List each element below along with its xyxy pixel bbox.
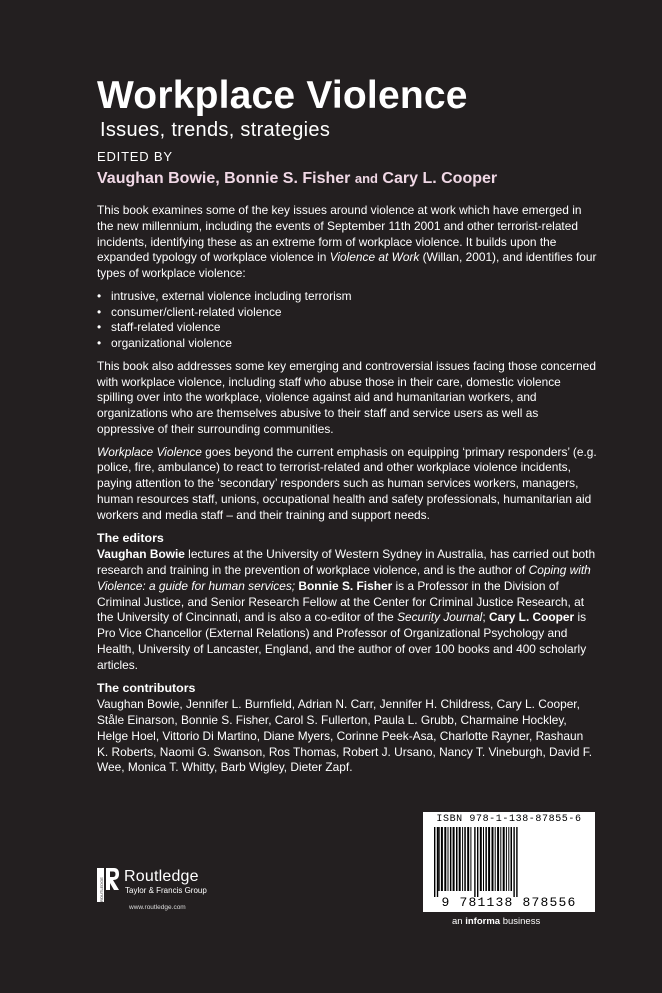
- editors-names: [97, 168, 497, 190]
- bio-text: lectures at the University of Western Sydney in Australia, has carried out both research and training in the prevention of workplace violence, and is the author of: [97, 547, 596, 577]
- intro-paragraph: [97, 203, 597, 282]
- isbn-barcode: [423, 812, 595, 912]
- editor-name: Bonnie S. Fisher: [224, 170, 351, 187]
- book-subtitle: Issues, trends, strategies: [100, 119, 331, 141]
- intro-text-end: (Willan, 2001), and identifies four types of workplace violence:: [97, 250, 597, 280]
- violence-types-list: [97, 289, 597, 352]
- bio-text: is a Professor in the Division of Criminal Justice, and Senior Research Fellow at the Center for Criminal Justice Research, at the University of Cincinnati, and is also a co-editor of the: [97, 578, 585, 625]
- editor-name: Cary L. Cooper: [382, 170, 498, 187]
- third-paragraph-text: goes beyond the current emphasis on equipping ‘primary responders’ (e.g. police, fire, ambulance) to react to terrorist-related and other workplace violence incidents, paying attention to the ‘secondary’ responders such as human services workers, managers, human resources staff, unions, occupational health and safety professionals, humanitarian aid workers and media staff – and their training and support needs.: [97, 444, 597, 522]
- list-item: • staff-related violence: [97, 320, 597, 336]
- intro-book-title: Violence at Work: [329, 250, 420, 265]
- bio-text: is Pro Vice Chancellor (External Relations) and Professor of Organizational Psychology and Health, University of Lancaster, England, and the author of over 100 books and 400 scholarly articles.: [97, 610, 587, 672]
- bio-text: ;: [482, 610, 489, 625]
- third-paragraph: [97, 445, 597, 524]
- informa-pre: an: [452, 916, 466, 927]
- editors-heading: The editors: [97, 531, 164, 546]
- publisher-name: Routledge: [124, 868, 199, 885]
- barcode-digits: 9 781138 878556: [441, 895, 577, 910]
- informa-brand: informa: [465, 916, 501, 927]
- bio-book: Coping with Violence: a guide for human services;: [97, 563, 591, 593]
- publisher-vertical-text: ROUTLEDGE: [99, 877, 104, 902]
- isbn-text: ISBN 978-1-138-87855-6: [436, 814, 582, 825]
- third-paragraph-title: Workplace Violence: [97, 444, 202, 459]
- list-item: • consumer/client-related violence: [97, 305, 597, 321]
- intro-text: This book examines some of the key issues around violence at work which have emerged in the new millennium, including the events of September 11th 2001 and other terrorist-related incidents, identifying these as an extreme form of workplace violence. It builds upon the expanded typology of workplace violence in: [97, 203, 582, 265]
- editors-bio: [97, 547, 597, 673]
- informa-tagline: [452, 916, 540, 928]
- bio-journal: Security Journal: [397, 610, 483, 625]
- list-item: • intrusive, external violence including terrorism: [97, 289, 597, 305]
- list-item: • organizational violence: [97, 336, 597, 352]
- and-word: and: [354, 171, 378, 186]
- bio-name: Cary L. Cooper: [488, 610, 575, 625]
- bio-name: Vaughan Bowie: [97, 547, 185, 562]
- bio-name: Bonnie S. Fisher: [295, 578, 393, 593]
- informa-post: business: [500, 916, 541, 927]
- barcode-bars: [426, 827, 592, 897]
- publisher-url: www.routledge.com: [129, 904, 186, 911]
- publisher-group: Taylor & Francis Group: [125, 886, 207, 895]
- second-paragraph: This book also addresses some key emerging and controversial issues facing those concerned with workplace violence, including staff who abuse those in their care, domestic violence spilling over into the workplace, violence against aid and humanitarian workers, and organizations who are themselves abusive to their staff and service users as well as oppressive of their surrounding communities.: [97, 358, 597, 436]
- editor-name: Vaughan Bowie,: [97, 170, 220, 187]
- blurb: [97, 203, 597, 783]
- publisher-block: [97, 866, 227, 916]
- contributors-heading: The contributors: [97, 681, 196, 696]
- contributors-list: Vaughan Bowie, Jennifer L. Burnfield, Adrian N. Carr, Jennifer H. Childress, Cary L. Cooper, Ståle Einarson, Bonnie S. Fisher, Carol S. Fullerton, Paula L. Grubb, Charmaine Hockley, Helge Hoel, Vittorio Di Martino, Diane Myers, Corinne Peek-Asa, Charlotte Rayner, Rashaun K. Roberts, Naomi G. Swanson, Ros Thomas, Robert J. Ursano, Nancy T. Vineburgh, David F. Wee, Monica T. Whitty, Barb Wigley, Dieter Zapf.: [97, 697, 592, 775]
- book-title: Workplace Violence: [97, 74, 468, 117]
- edited-by-label: EDITED BY: [97, 149, 173, 164]
